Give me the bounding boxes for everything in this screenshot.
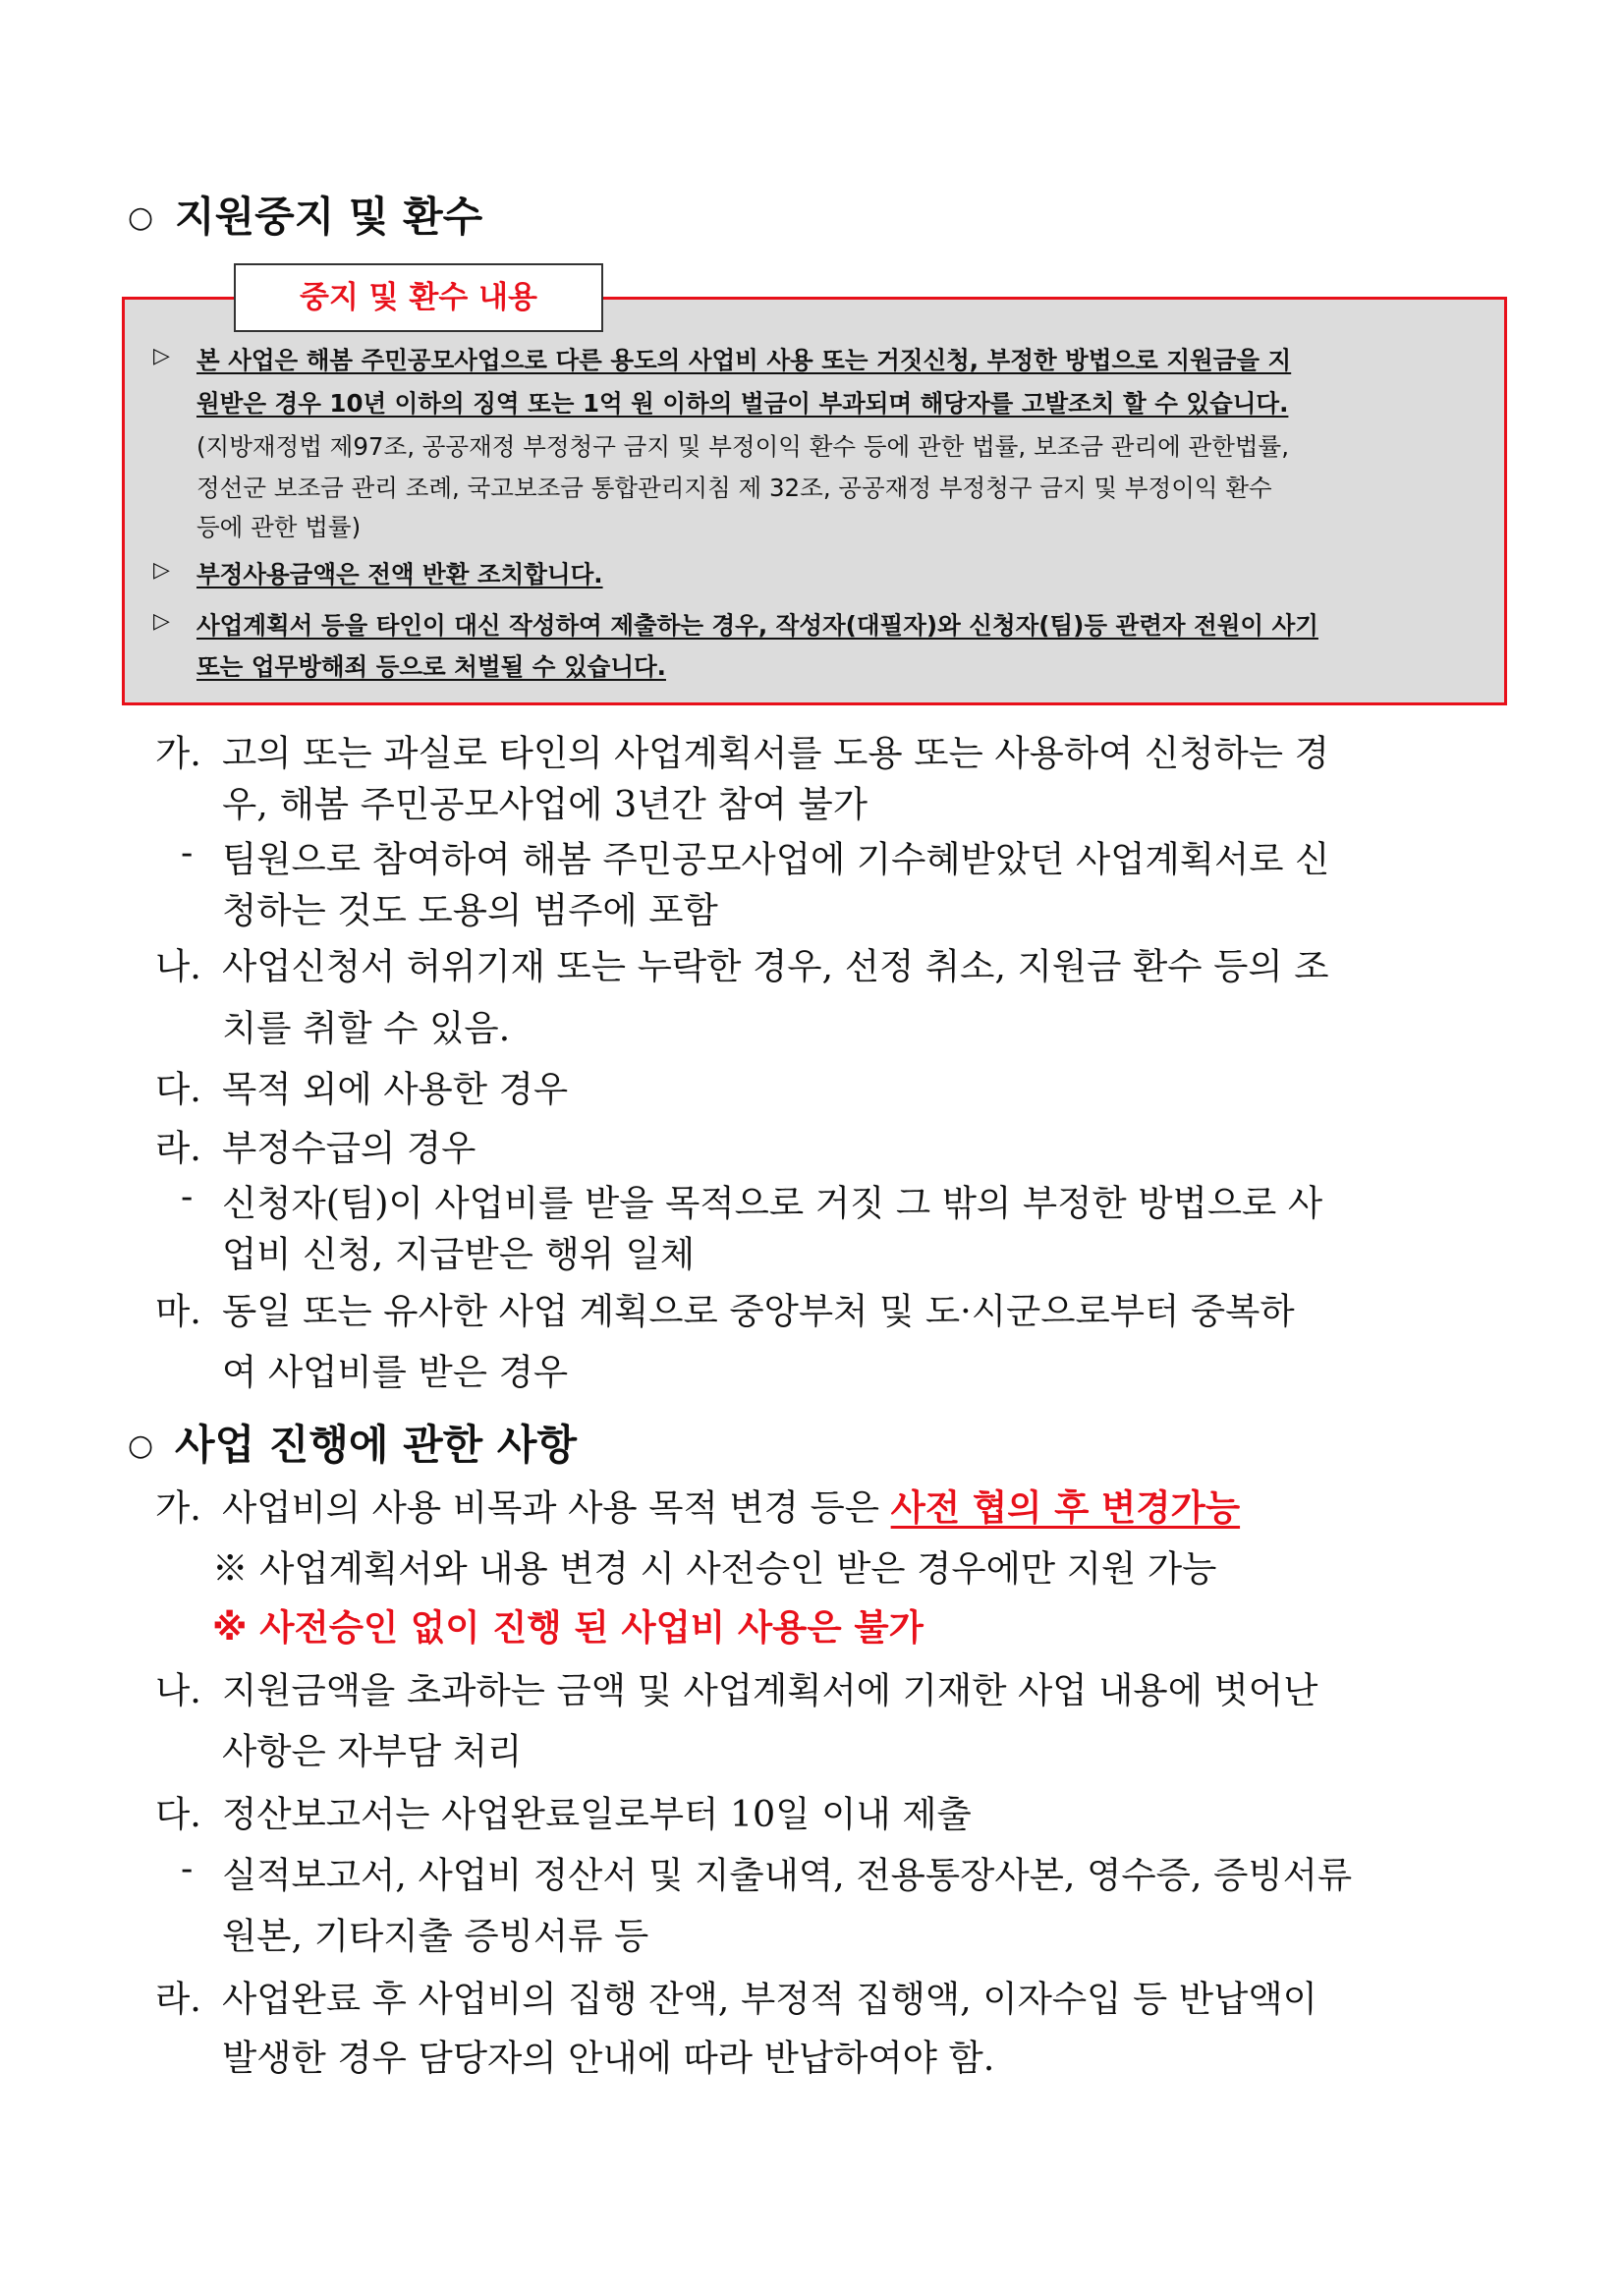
- triangle-bullet-icon: ▷: [153, 344, 170, 368]
- list2-da-line1: 정산보고서는 사업완료일로부터 10일 이내 제출: [222, 1793, 972, 1835]
- list1-na-line2: 치를 취할 수 있음.: [222, 1007, 511, 1049]
- list1-na-line1: 사업신청서 허위기재 또는 누락한 경우, 선정 취소, 지원금 환수 등의 조: [222, 945, 1329, 987]
- list-label-na: 나.: [155, 945, 201, 987]
- notice-item3-line2: 또는 업무방해죄 등으로 처벌될 수 있습니다.: [196, 652, 666, 681]
- prior-consultation-highlight: 사전 협의 후 변경가능: [890, 1486, 1241, 1529]
- list2-na-line2: 사항은 자부담 처리: [222, 1730, 523, 1772]
- list2-ra-line1: 사업완료 후 사업비의 집행 잔액, 부정적 집행액, 이자수입 등 반납액이: [222, 1978, 1317, 2020]
- list2-na-line1: 지원금액을 초과하는 금액 및 사업계획서에 기재한 사업 내용에 벗어난: [222, 1669, 1318, 1711]
- section-heading-progress: [128, 1413, 577, 1472]
- notice-item3-line1: 사업계획서 등을 타인이 대신 작성하여 제출하는 경우, 작성자(대필자)와 신청자(팀)등 관련자 전원이 사기: [196, 611, 1318, 640]
- list-sub-dash: -: [181, 831, 194, 873]
- list1-ga-line2: 우, 해봄 주민공모사업에 3년간 참여 불가: [222, 783, 868, 825]
- circle-bullet-icon: ○: [128, 200, 154, 235]
- list-label-na: 나.: [155, 1669, 201, 1711]
- list2-da-sub-line1: 실적보고서, 사업비 정산서 및 지출내역, 전용통장사본, 영수증, 증빙서류: [222, 1854, 1353, 1896]
- notice-item1-line3: (지방재정법 제97조, 공공재정 부정청구 금지 및 부정이익 환수 등에 관한 법률, 보조금 관리에 관한법률,: [196, 432, 1290, 461]
- notice-item1-line5: 등에 관한 법률): [196, 513, 362, 541]
- triangle-bullet-icon: ▷: [153, 558, 170, 583]
- notice-item1-line4: 정선군 보조금 관리 조례, 국고보조금 통합관리지침 제 32조, 공공재정 부정청구 금지 및 부정이익 환수: [196, 474, 1272, 502]
- notice-tab-label: 중지 및 환수 내용: [234, 263, 603, 332]
- list-label-ma: 마.: [155, 1290, 201, 1332]
- notice-item1-line2: 원받은 경우 10년 이하의 징역 또는 1억 원 이하의 벌금이 부과되며 해당자를 고발조치 할 수 있습니다.: [196, 389, 1289, 418]
- notice-item2: 부정사용금액은 전액 반환 조치합니다.: [196, 560, 603, 588]
- triangle-bullet-icon: ▷: [153, 609, 170, 634]
- section-title: 지원중지 및 환수: [175, 193, 483, 241]
- list1-ga-line1: 고의 또는 과실로 타인의 사업계획서를 도용 또는 사용하여 신청하는 경: [222, 732, 1329, 774]
- section-title: 사업 진행에 관한 사항: [175, 1421, 578, 1469]
- list1-ra-sub-line2: 업비 신청, 지급받은 행위 일체: [222, 1233, 696, 1275]
- list-label-ga: 가.: [155, 732, 201, 774]
- list-label-ra: 라.: [155, 1978, 201, 2020]
- list1-ga-sub-line1: 팀원으로 참여하여 해봄 주민공모사업에 기수혜받았던 사업계획서로 신: [222, 838, 1330, 880]
- list-sub-dash: -: [181, 1847, 194, 1889]
- list2-ra-line2: 발생한 경우 담당자의 안내에 따라 반납하여야 함.: [222, 2037, 995, 2079]
- circle-bullet-icon: ○: [128, 1428, 154, 1463]
- section-heading-suspension: [128, 185, 482, 244]
- list2-ga-line1-text: 사업비의 사용 비목과 사용 목적 변경 등은: [222, 1486, 891, 1529]
- list1-ma-line2: 여 사업비를 받은 경우: [222, 1351, 569, 1393]
- list-sub-dash: -: [181, 1175, 194, 1217]
- list-label-da: 다.: [155, 1793, 201, 1835]
- list1-da-line1: 목적 외에 사용한 경우: [222, 1068, 569, 1110]
- list1-ma-line1: 동일 또는 유사한 사업 계획으로 중앙부처 및 도·시군으로부터 중복하: [222, 1290, 1295, 1332]
- list1-ra-sub-line1: 신청자(팀)이 사업비를 받을 목적으로 거짓 그 밖의 부정한 방법으로 사: [222, 1182, 1323, 1224]
- list1-ra-line1: 부정수급의 경우: [222, 1127, 476, 1169]
- list-label-da: 다.: [155, 1068, 201, 1110]
- list2-da-sub-line2: 원본, 기타지출 증빙서류 등: [222, 1915, 649, 1957]
- list-label-ra: 라.: [155, 1127, 201, 1169]
- list-label-ga: 가.: [155, 1486, 201, 1529]
- list2-ga-note2: ※ 사전승인 없이 진행 된 사업비 사용은 불가: [212, 1606, 924, 1649]
- notice-item1-line1: 본 사업은 해봄 주민공모사업으로 다른 용도의 사업비 사용 또는 거짓신청, 부정한 방법으로 지원금을 지: [196, 346, 1292, 374]
- list1-ga-sub-line2: 청하는 것도 도용의 범주에 포함: [222, 889, 718, 931]
- list2-ga-line1: [222, 1480, 1240, 1531]
- list2-ga-note1: ※ 사업계획서와 내용 변경 시 사전승인 받은 경우에만 지원 가능: [212, 1547, 1217, 1590]
